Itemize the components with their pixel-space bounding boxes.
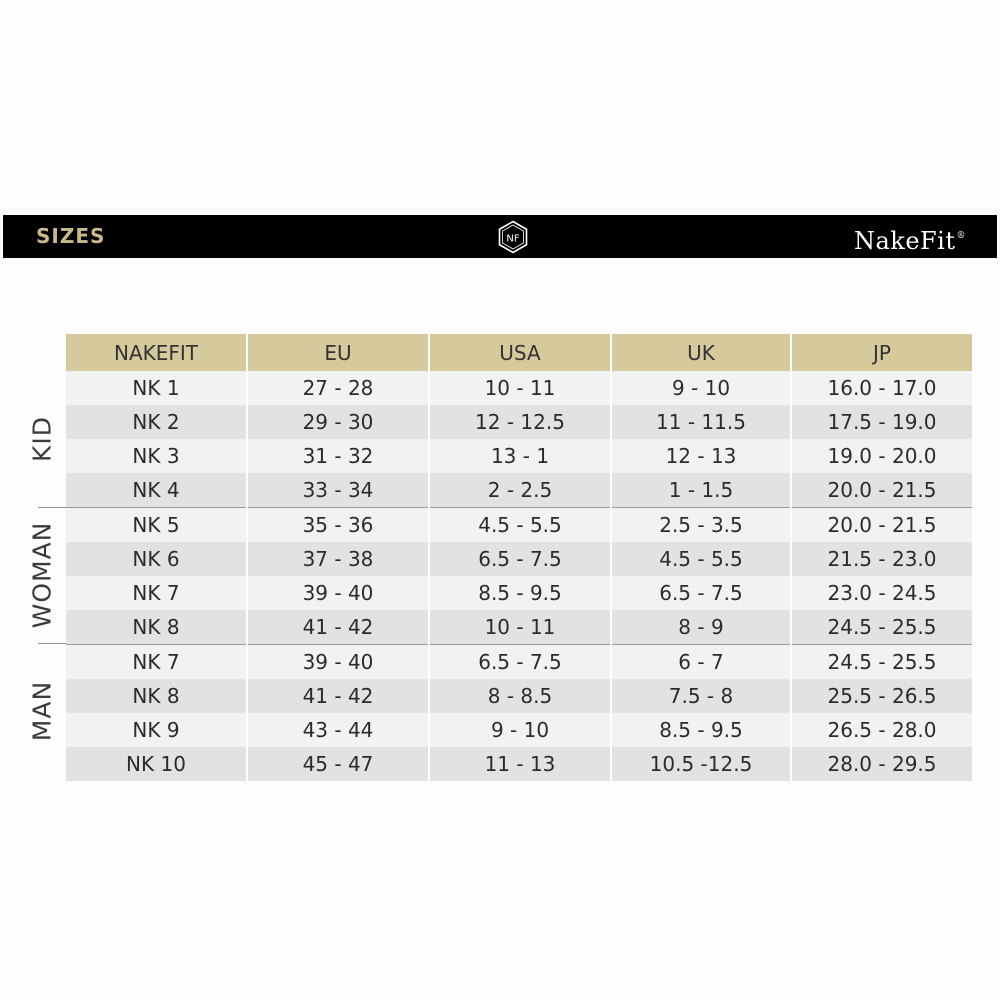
cell-uk: 1 - 1.5	[611, 473, 791, 508]
cell-eu: 27 - 28	[247, 371, 429, 405]
table-row	[66, 405, 972, 439]
header-bar	[3, 215, 997, 258]
brand-logo	[854, 215, 966, 258]
cell-uk: 9 - 10	[611, 371, 791, 405]
cell-eu: 31 - 32	[247, 439, 429, 473]
cell-eu: 41 - 42	[247, 679, 429, 713]
cell-usa: 13 - 1	[429, 439, 611, 473]
cell-jp: 26.5 - 28.0	[791, 713, 972, 747]
cell-usa: 11 - 13	[429, 747, 611, 781]
cell-uk: 6 - 7	[611, 645, 791, 680]
cell-usa: 10 - 11	[429, 610, 611, 645]
cell-nakefit: NK 7	[66, 576, 247, 610]
table-row	[66, 747, 972, 781]
cell-eu: 45 - 47	[247, 747, 429, 781]
table-row	[66, 645, 972, 680]
cell-usa: 8 - 8.5	[429, 679, 611, 713]
cell-eu: 39 - 40	[247, 576, 429, 610]
cell-jp: 16.0 - 17.0	[791, 371, 972, 405]
cell-usa: 9 - 10	[429, 713, 611, 747]
cell-uk: 8.5 - 9.5	[611, 713, 791, 747]
group-divider	[38, 643, 68, 644]
registered-mark: ®	[956, 231, 966, 241]
cell-jp: 20.0 - 21.5	[791, 508, 972, 543]
cell-jp: 28.0 - 29.5	[791, 747, 972, 781]
cell-jp: 17.5 - 19.0	[791, 405, 972, 439]
cell-uk: 2.5 - 3.5	[611, 508, 791, 543]
nakefit-emblem-icon	[496, 220, 530, 254]
cell-jp: 21.5 - 23.0	[791, 542, 972, 576]
group-divider	[38, 507, 68, 508]
table-row	[66, 542, 972, 576]
cell-usa: 4.5 - 5.5	[429, 508, 611, 543]
cell-jp: 24.5 - 25.5	[791, 645, 972, 680]
cell-uk: 11 - 11.5	[611, 405, 791, 439]
cell-eu: 41 - 42	[247, 610, 429, 645]
emblem-letters: NF	[506, 233, 520, 245]
cell-eu: 29 - 30	[247, 405, 429, 439]
cell-nakefit: NK 2	[66, 405, 247, 439]
cell-nakefit: NK 5	[66, 508, 247, 543]
cell-eu: 35 - 36	[247, 508, 429, 543]
size-chart-table	[66, 334, 972, 781]
cell-jp: 24.5 - 25.5	[791, 610, 972, 645]
cell-uk: 8 - 9	[611, 610, 791, 645]
table-row	[66, 508, 972, 543]
cell-jp: 25.5 - 26.5	[791, 679, 972, 713]
cell-usa: 2 - 2.5	[429, 473, 611, 508]
column-header-uk: UK	[611, 334, 791, 371]
cell-nakefit: NK 4	[66, 473, 247, 508]
column-header-jp: JP	[791, 334, 972, 371]
cell-usa: 6.5 - 7.5	[429, 645, 611, 680]
cell-jp: 23.0 - 24.5	[791, 576, 972, 610]
column-header-nakefit: NAKEFIT	[66, 334, 247, 371]
table-row	[66, 610, 972, 645]
table-row	[66, 473, 972, 508]
cell-nakefit: NK 8	[66, 679, 247, 713]
group-label-kid: KID	[27, 415, 57, 463]
cell-uk: 4.5 - 5.5	[611, 542, 791, 576]
cell-nakefit: NK 7	[66, 645, 247, 680]
column-header-eu: EU	[247, 334, 429, 371]
table-row	[66, 679, 972, 713]
cell-eu: 33 - 34	[247, 473, 429, 508]
cell-uk: 12 - 13	[611, 439, 791, 473]
brand-name: NakeFit	[853, 227, 956, 255]
cell-nakefit: NK 6	[66, 542, 247, 576]
table-header-row	[66, 334, 972, 371]
table-row	[66, 713, 972, 747]
table-body	[66, 371, 972, 781]
page-title: SIZES	[36, 224, 106, 248]
cell-usa: 6.5 - 7.5	[429, 542, 611, 576]
table-row	[66, 371, 972, 405]
cell-jp: 20.0 - 21.5	[791, 473, 972, 508]
cell-nakefit: NK 9	[66, 713, 247, 747]
cell-usa: 10 - 11	[429, 371, 611, 405]
cell-uk: 10.5 -12.5	[611, 747, 791, 781]
cell-jp: 19.0 - 20.0	[791, 439, 972, 473]
table-row	[66, 576, 972, 610]
cell-eu: 37 - 38	[247, 542, 429, 576]
cell-nakefit: NK 8	[66, 610, 247, 645]
group-label-woman: WOMAN	[27, 521, 57, 629]
column-header-usa: USA	[429, 334, 611, 371]
cell-nakefit: NK 10	[66, 747, 247, 781]
cell-uk: 6.5 - 7.5	[611, 576, 791, 610]
cell-eu: 43 - 44	[247, 713, 429, 747]
cell-eu: 39 - 40	[247, 645, 429, 680]
group-label-man: MAN	[27, 680, 57, 742]
cell-nakefit: NK 1	[66, 371, 247, 405]
cell-usa: 12 - 12.5	[429, 405, 611, 439]
table-row	[66, 439, 972, 473]
cell-nakefit: NK 3	[66, 439, 247, 473]
cell-uk: 7.5 - 8	[611, 679, 791, 713]
cell-usa: 8.5 - 9.5	[429, 576, 611, 610]
